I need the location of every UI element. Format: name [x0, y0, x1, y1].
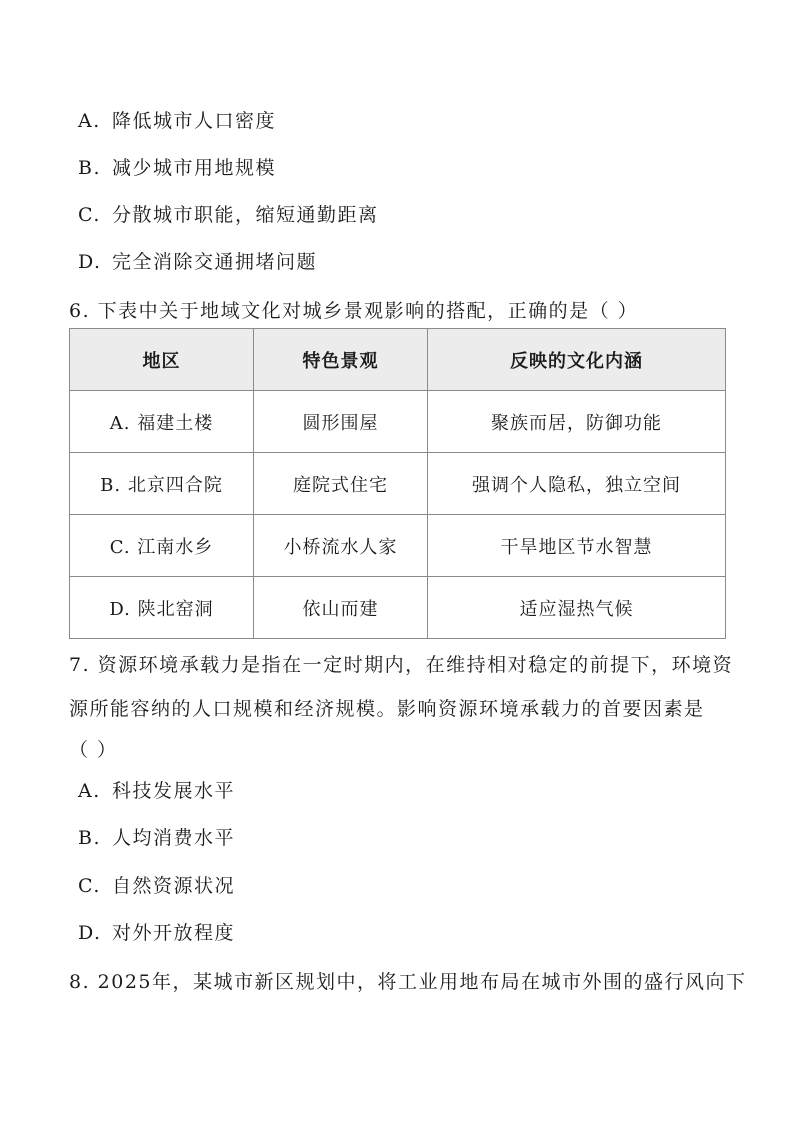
option-letter: D.	[78, 922, 102, 944]
option-text: 减少城市用地规模	[112, 157, 277, 179]
table-cell: 圆形围屋	[254, 391, 428, 453]
table-cell: A. 福建土楼	[70, 391, 254, 453]
option-letter: C.	[78, 204, 101, 226]
table-row	[70, 577, 726, 639]
table-cell: 依山而建	[254, 577, 428, 639]
option-text: 完全消除交通拥堵问题	[112, 251, 318, 273]
option-text: 人均消费水平	[112, 827, 236, 849]
option-letter: B.	[78, 157, 102, 179]
option-letter: C.	[78, 875, 101, 897]
table-row	[70, 391, 726, 453]
option-text: 降低城市人口密度	[112, 110, 277, 132]
option-text: 分散城市职能，缩短通勤距离	[112, 204, 379, 226]
q6-stem: 6. 下表中关于地域文化对城乡景观影响的搭配，正确的是（ ）	[69, 300, 639, 322]
option-letter: B.	[78, 827, 102, 849]
table-cell: 小桥流水人家	[254, 515, 428, 577]
table-cell: 强调个人隐私，独立空间	[428, 453, 726, 515]
q7-option-d	[78, 918, 235, 945]
q7-option-a	[78, 776, 235, 803]
table-cell: 适应湿热气候	[428, 577, 726, 639]
table-cell: 庭院式住宅	[254, 453, 428, 515]
option-letter: D.	[78, 251, 102, 273]
table-row	[70, 515, 726, 577]
table-cell: B. 北京四合院	[70, 453, 254, 515]
q7-stem-line-3: （ ）	[69, 739, 118, 761]
q7-stem-line-1: 7. 资源环境承载力是指在一定时期内，在维持相对稳定的前提下，环境资	[69, 654, 734, 676]
q5-option-b	[78, 153, 276, 180]
table-cell: C. 江南水乡	[70, 515, 254, 577]
q5-option-a	[78, 106, 276, 133]
option-letter: A.	[78, 110, 101, 132]
q5-option-d	[78, 247, 317, 274]
table-row	[70, 453, 726, 515]
q7-option-c	[78, 871, 235, 898]
option-text: 对外开放程度	[112, 922, 236, 944]
option-letter: A.	[78, 780, 101, 802]
header-culture: 反映的文化内涵	[428, 329, 726, 391]
table-cell: 干旱地区节水智慧	[428, 515, 726, 577]
q7-stem-line-2: 源所能容纳的人口规模和经济规模。影响资源环境承载力的首要因素是	[69, 698, 705, 720]
header-landscape: 特色景观	[254, 329, 428, 391]
option-text: 自然资源状况	[112, 875, 236, 897]
table-cell: 聚族而居，防御功能	[428, 391, 726, 453]
table-header-row	[70, 329, 726, 391]
q8-stem: 8. 2025年，某城市新区规划中，将工业用地布局在城市外围的盛行风向下	[69, 971, 747, 993]
header-region: 地区	[70, 329, 254, 391]
q6-table	[69, 328, 726, 639]
option-text: 科技发展水平	[112, 780, 236, 802]
q5-option-c	[78, 200, 379, 227]
table-cell: D. 陕北窑洞	[70, 577, 254, 639]
q7-option-b	[78, 823, 235, 850]
